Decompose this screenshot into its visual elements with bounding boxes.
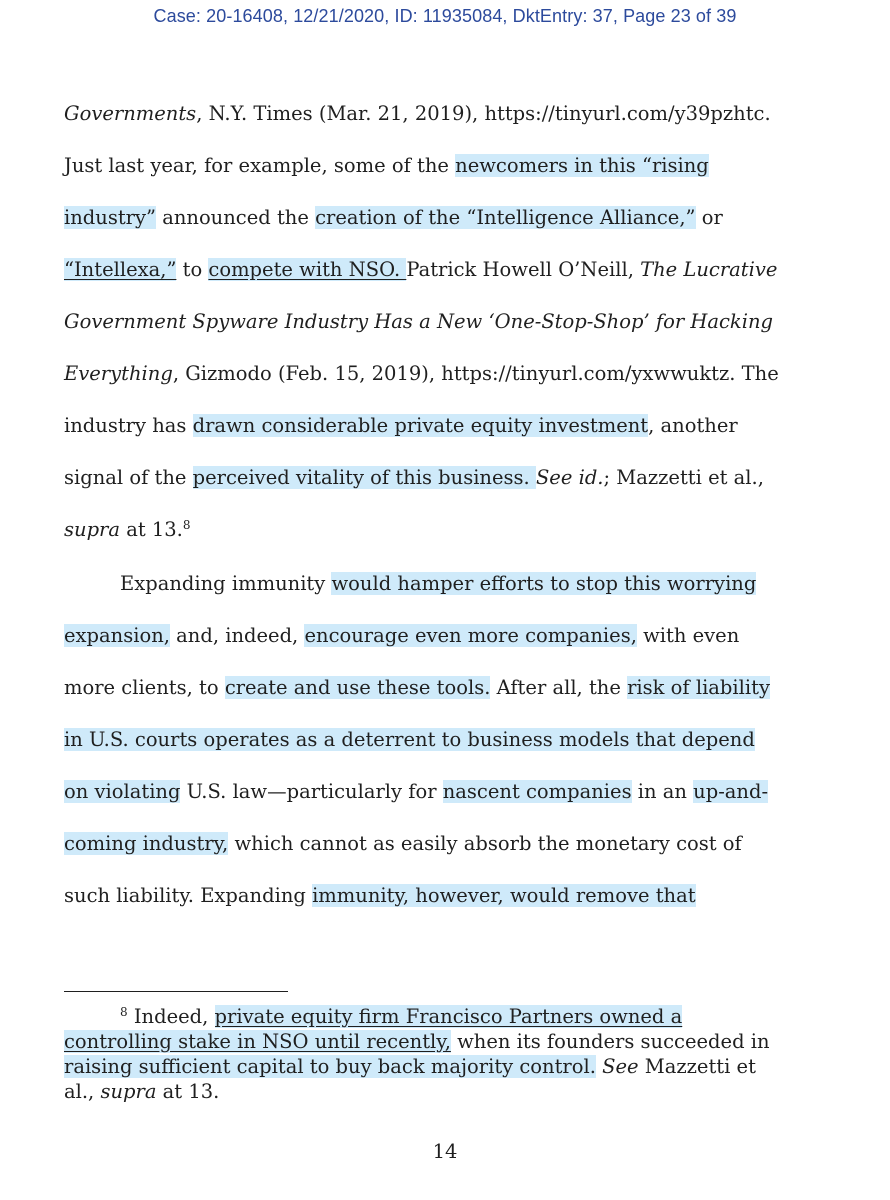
- text: or: [695, 206, 723, 229]
- citation-title: Everything: [64, 362, 173, 385]
- highlight[interactable]: in U.S. courts operates as a deterrent to business models that depend: [64, 728, 755, 751]
- body-line-6: [64, 361, 779, 387]
- text: signal of the: [64, 466, 193, 489]
- highlight[interactable]: coming industry,: [64, 832, 229, 855]
- highlight[interactable]: newcomers in this “rising: [455, 154, 709, 177]
- text: Indeed,: [127, 1005, 215, 1028]
- highlight-underline[interactable]: “Intellexa,”: [64, 258, 177, 281]
- highlight-underline[interactable]: compete with NSO.: [208, 258, 407, 281]
- highlight[interactable]: would hamper efforts to stop this worrying: [331, 572, 757, 595]
- text: at 13.: [156, 1080, 220, 1103]
- body-line-15: [64, 831, 742, 857]
- highlight[interactable]: expansion,: [64, 624, 170, 647]
- body-line-11: [64, 623, 739, 649]
- supra: supra: [64, 518, 120, 541]
- signal-see-id: See id.: [535, 466, 604, 489]
- text: more clients, to: [64, 676, 225, 699]
- body-line-4: [64, 257, 777, 283]
- text: , N.Y. Times (Mar. 21, 2019), https://tinyurl.com/y39pzhtc.: [196, 102, 771, 125]
- body-line-5: [64, 309, 773, 335]
- footnote-ref[interactable]: 8: [182, 518, 191, 532]
- highlight[interactable]: raising sufficient capital to buy back majority control.: [64, 1055, 596, 1078]
- highlight[interactable]: nascent companies: [442, 780, 632, 803]
- body-line-10: [120, 571, 756, 597]
- footnote-line-1: [120, 1005, 682, 1029]
- highlight[interactable]: encourage even more companies,: [304, 624, 637, 647]
- text: After all, the: [490, 676, 628, 699]
- text: announced the: [156, 206, 316, 229]
- highlight[interactable]: immunity, however, would remove that: [312, 884, 696, 907]
- citation-title: The Lucrative: [640, 258, 778, 281]
- citation-title: Governments: [64, 102, 197, 125]
- page-number: 14: [432, 1140, 458, 1163]
- body-line-14: [64, 779, 768, 805]
- text: , another: [648, 414, 738, 437]
- highlight[interactable]: risk of liability: [627, 676, 770, 699]
- text: in an: [631, 780, 694, 803]
- text: U.S. law—particularly for: [180, 780, 443, 803]
- text: , Gizmodo (Feb. 15, 2019), https://tinyurl.com/yxwwuktz. The: [172, 362, 779, 385]
- text: Just last year, for example, some of the: [64, 154, 456, 177]
- footnote-line-4: [64, 1080, 219, 1104]
- body-line-13: [64, 727, 755, 753]
- highlight[interactable]: drawn considerable private equity investment: [192, 414, 649, 437]
- footnote-divider: [64, 991, 288, 992]
- body-line-3: [64, 205, 723, 231]
- body-line-1: [64, 101, 771, 127]
- highlight-underline[interactable]: controlling stake in NSO until recently,: [64, 1030, 451, 1053]
- body-line-16: [64, 883, 696, 909]
- highlight[interactable]: create and use these tools.: [224, 676, 491, 699]
- footnote-line-2: [64, 1030, 770, 1054]
- text: to: [176, 258, 209, 281]
- body-line-2: [64, 153, 709, 179]
- text: when its founders succeeded in: [450, 1030, 770, 1053]
- text: Patrick Howell O’Neill,: [406, 258, 641, 281]
- text: Mazzetti et: [638, 1055, 756, 1078]
- text: al.,: [64, 1080, 101, 1103]
- text: and, indeed,: [169, 624, 305, 647]
- highlight[interactable]: perceived vitality of this business.: [192, 466, 536, 489]
- citation-title: Government Spyware Industry Has a New ‘One-Stop-Shop’ for Hacking: [64, 310, 773, 333]
- text: industry has: [64, 414, 193, 437]
- highlight[interactable]: industry”: [64, 206, 156, 229]
- text: such liability. Expanding: [64, 884, 313, 907]
- text: Expanding immunity: [120, 572, 332, 595]
- signal-see: See: [595, 1055, 639, 1078]
- body-line-12: [64, 675, 770, 701]
- text: with even: [636, 624, 740, 647]
- case-header: Case: 20-16408, 12/21/2020, ID: 11935084, DktEntry: 37, Page 23 of 39: [153, 6, 737, 26]
- text: at 13.: [120, 518, 183, 541]
- highlight[interactable]: up-and-: [693, 780, 769, 803]
- body-line-7: [64, 413, 738, 439]
- footnote-number: 8: [120, 1005, 128, 1019]
- footnote-line-3: [64, 1055, 756, 1079]
- body-line-9: [64, 517, 191, 543]
- supra: supra: [100, 1080, 157, 1103]
- text: ; Mazzetti et al.,: [603, 466, 764, 489]
- highlight-underline[interactable]: private equity firm Francisco Partners owned a: [214, 1005, 683, 1028]
- text: which cannot as easily absorb the monetary cost of: [228, 832, 742, 855]
- body-line-8: [64, 465, 764, 491]
- highlight[interactable]: creation of the “Intelligence Alliance,”: [315, 206, 696, 229]
- highlight[interactable]: on violating: [64, 780, 181, 803]
